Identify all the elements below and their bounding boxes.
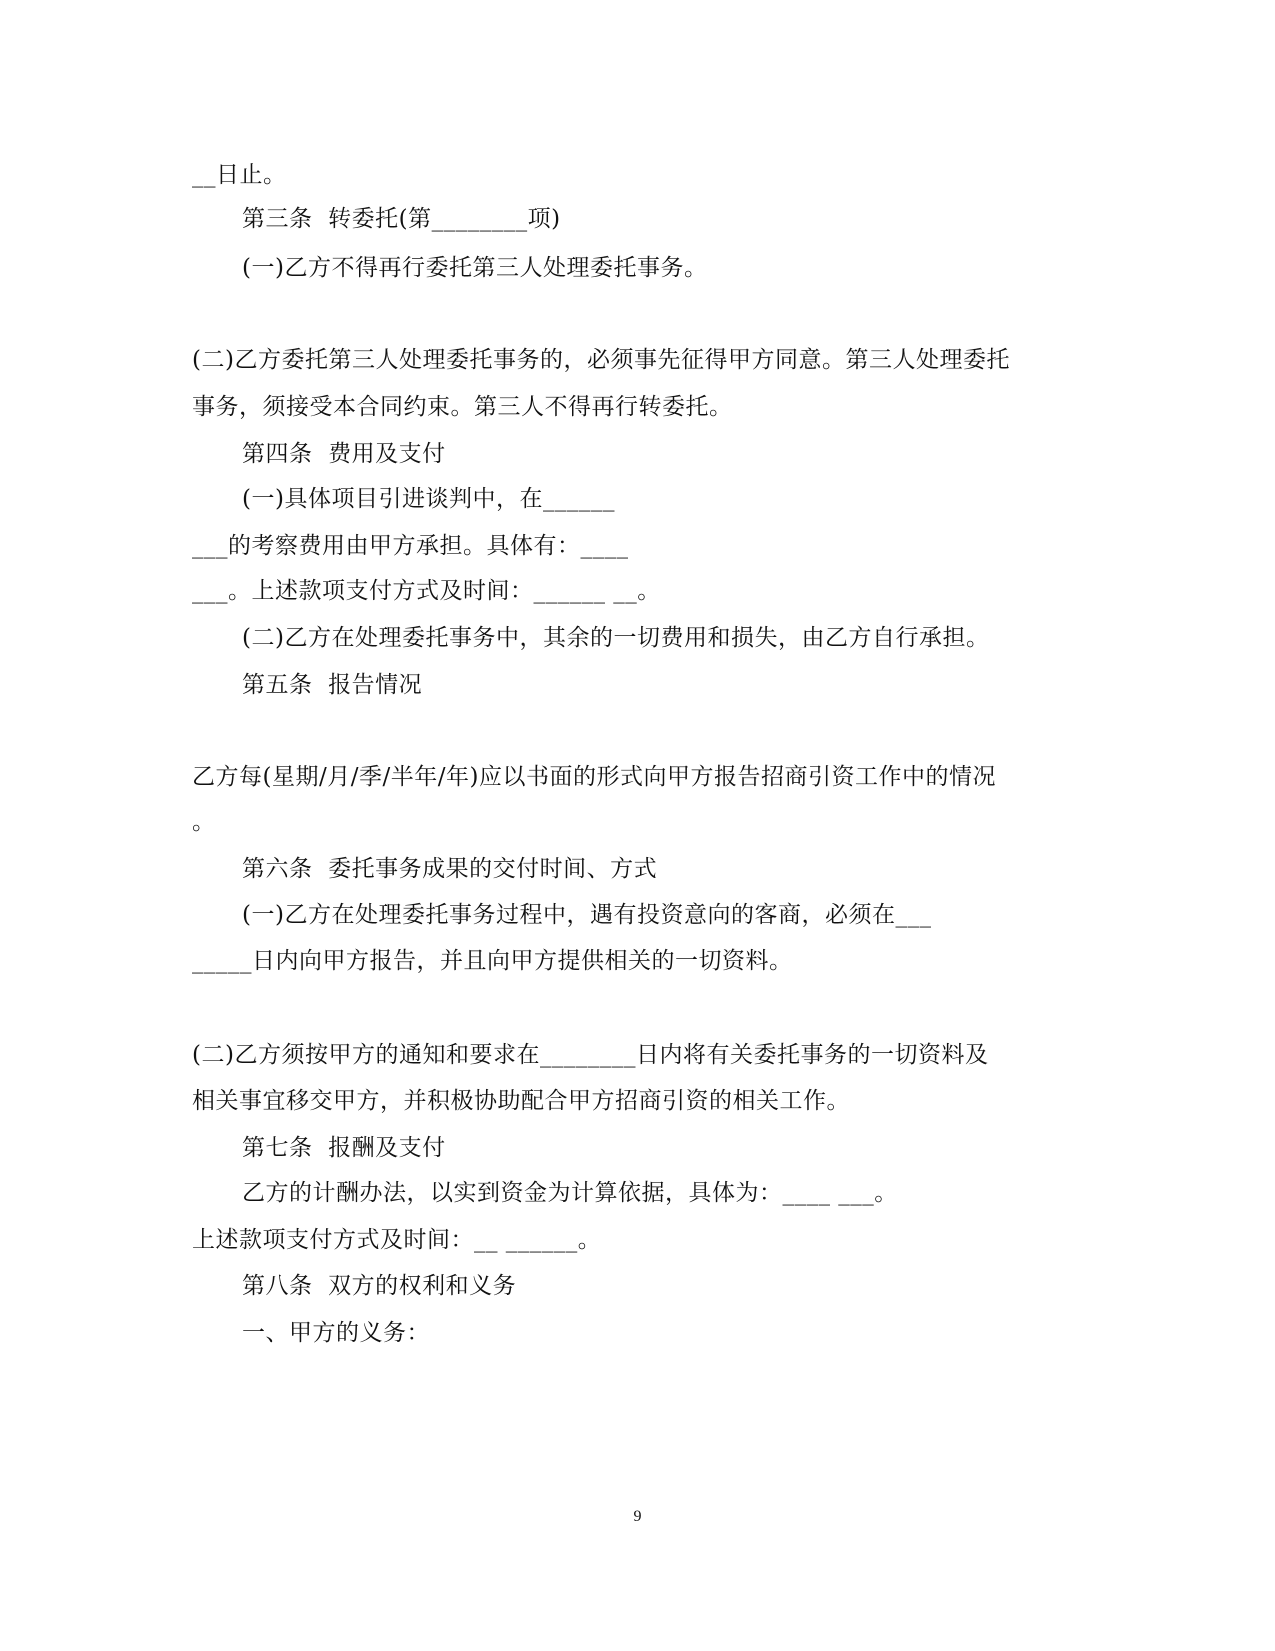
text-line-23: 一、甲方的义务： [242,1320,430,1346]
text-line-17: (二)乙方须按甲方的通知和要求在________日内将有关委托事务的一切资料及 [192,1042,989,1068]
article-6-heading: 第六条 委托事务成果的交付时间、方式 [242,856,658,882]
text-line-15: (一)乙方在处理委托事务过程中，遇有投资意向的客商，必须在___ [242,902,932,928]
text-line-18: 相关事宜移交甲方，并积极协助配合甲方招商引资的相关工作。 [192,1088,850,1114]
text-line-8: ___的考察费用由甲方承担。具体有：____ [192,533,629,559]
text-line-12: 乙方每(星期/月/季/半年/年)应以书面的形式向甲方报告招商引资工作中的情况 [192,764,996,790]
text-line-10: (二)乙方在处理委托事务中，其余的一切费用和损失，由乙方自行承担。 [242,625,990,651]
text-line-21: 上述款项支付方式及时间：__ ______。 [192,1227,602,1253]
article-8-heading: 第八条 双方的权利和义务 [242,1273,517,1299]
text-line-20: 乙方的计酬办法，以实到资金为计算依据，具体为：____ ___。 [242,1180,898,1206]
article-4-heading: 第四条 费用及支付 [242,441,446,467]
text-line-9: ___。上述款项支付方式及时间：______ __。 [192,578,661,604]
text-line-16: _____日内向甲方报告，并且向甲方提供相关的一切资料。 [192,948,793,974]
text-line-4: (二)乙方委托第三人处理委托事务的，必须事先征得甲方同意。第三人处理委托 [192,347,1010,373]
text-line-5: 事务，须接受本合同约束。第三人不得再行转委托。 [192,394,733,420]
article-5-heading: 第五条 报告情况 [242,672,423,698]
text-line-13: 。 [192,809,216,835]
article-3-heading: 第三条 转委托(第________项) [242,206,561,232]
text-line-1: __日止。 [192,162,287,188]
page-number: 9 [633,1508,642,1525]
article-7-heading: 第七条 报酬及支付 [242,1135,446,1161]
text-line-3: (一)乙方不得再行委托第三人处理委托事务。 [242,255,708,281]
text-line-7: (一)具体项目引进谈判中，在______ [242,486,615,512]
